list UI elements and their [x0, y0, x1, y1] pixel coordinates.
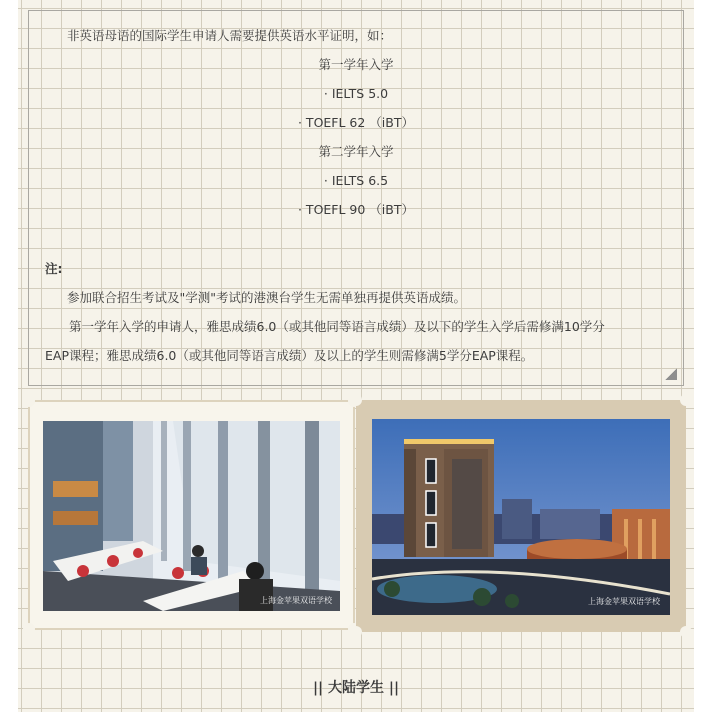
text-editor-box[interactable] — [28, 10, 684, 386]
photo-watermark: 上海金苹果双语学校 — [588, 597, 660, 606]
photo-watermark: 上海金苹果双语学校 — [260, 596, 332, 605]
note-paragraph-1: 参加联合招生考试及"学测"考试的港澳台学生无需单独再提供英语成绩。 — [67, 290, 467, 305]
note-paragraph-2-line-2: EAP课程；雅思成绩6.0（或其他同等语言成绩）及以上的学生则需修满5学分EAP课程。 — [45, 348, 534, 363]
year2-ielts: · IELTS 6.5 — [323, 173, 389, 188]
frame-corner-notch — [23, 395, 35, 407]
campus-night-photo — [372, 419, 670, 615]
library-study-photo — [43, 421, 340, 611]
resize-handle-icon[interactable] — [665, 368, 677, 380]
year1-ielts: · IELTS 5.0 — [323, 86, 389, 101]
frame-corner-notch — [23, 623, 35, 635]
year2-heading: 第二学年入学 — [318, 144, 394, 159]
section-title: || 大陆学生 || — [312, 680, 400, 696]
year1-toefl: · TOEFL 62 （iBT） — [297, 115, 414, 130]
intro-text: 非英语母语的国际学生申请人需要提供英语水平证明，如： — [67, 28, 393, 43]
frame-corner-notch — [350, 626, 362, 638]
frame-corner-notch — [680, 626, 692, 638]
year1-heading: 第一学年入学 — [318, 57, 394, 72]
frame-corner-notch — [680, 394, 692, 406]
frame-corner-notch — [350, 394, 362, 406]
note-paragraph-2-line-1: 第一学年入学的申请人，雅思成绩6.0（或其他同等语言成绩）及以下的学生入学后需修满10学分 — [69, 319, 605, 334]
year2-toefl: · TOEFL 90 （iBT） — [297, 202, 414, 217]
note-label: 注: — [45, 261, 63, 276]
